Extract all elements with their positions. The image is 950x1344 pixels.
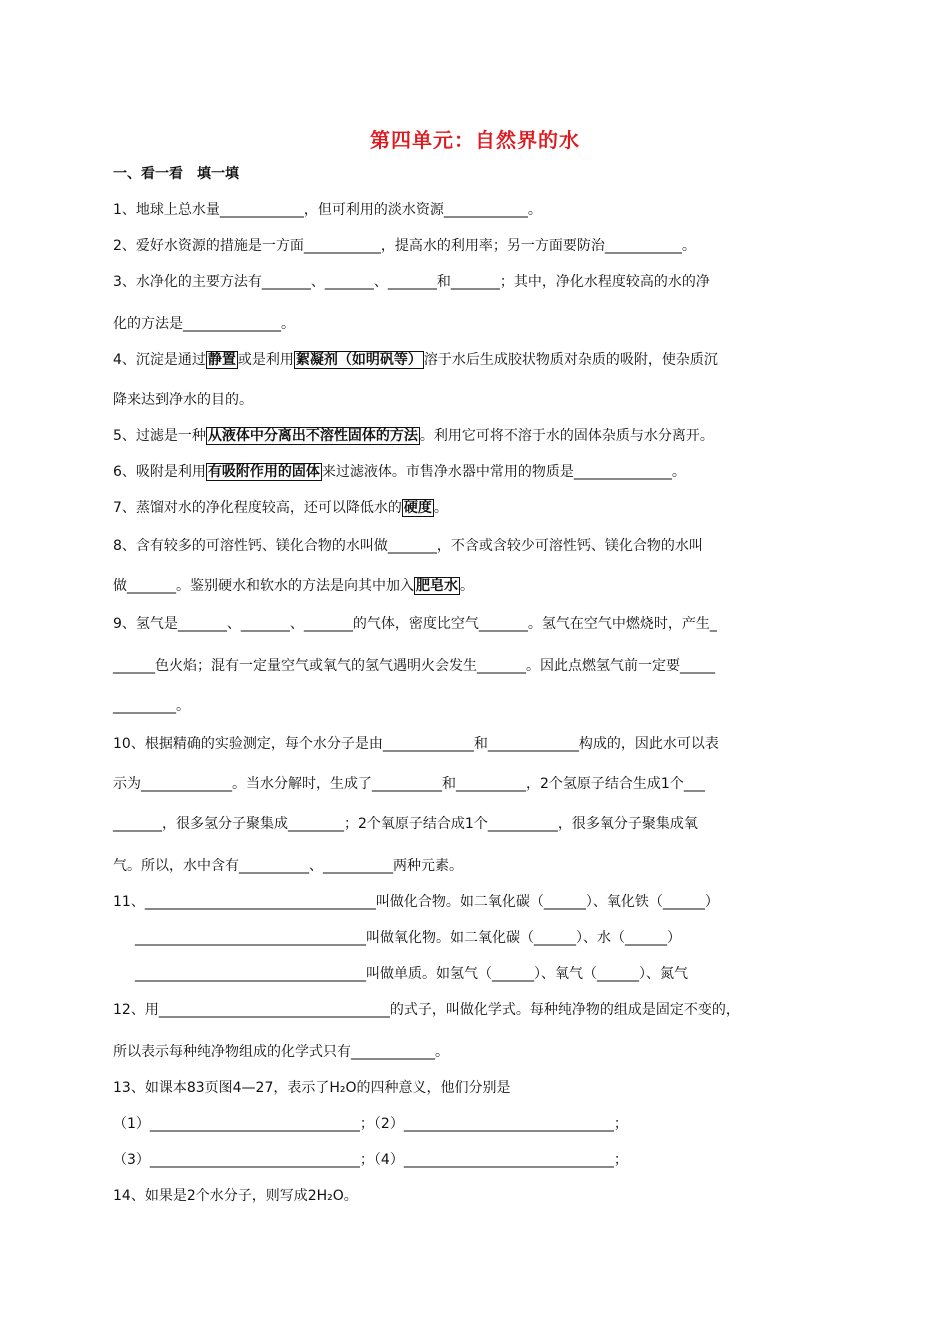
q8-text-post: 。 bbox=[460, 578, 474, 594]
q8-answer-box: 肥皂水 bbox=[416, 578, 458, 594]
question-4-line-2: 降来达到净水的目的。 bbox=[113, 392, 253, 408]
question-12-line-2: 所以表示每种纯净物组成的化学式只有____________。 bbox=[113, 1044, 449, 1060]
question-10-line-1: 10、根据精确的实验测定，每个水分子是由_____________和_____________构成的，因此水可以表 bbox=[113, 736, 719, 752]
question-11-line-2: _________________________________叫做氧化物。如二氧化碳（______）、水（______） bbox=[135, 930, 681, 946]
q7-answer-box: 硬度 bbox=[403, 500, 432, 516]
question-10-line-4: 气。所以，水中含有__________、__________两种元素。 bbox=[113, 858, 463, 874]
question-9-line-3: _________。 bbox=[113, 698, 190, 714]
question-13: 13、如课本83页图4—27，表示了H₂O的四种意义，他们分别是 bbox=[113, 1080, 511, 1096]
page-title: 第四单元：自然界的水 bbox=[370, 128, 580, 152]
q5-text-post: 。利用它可将不溶于水的固体杂质与水分离开。 bbox=[419, 428, 714, 444]
q8-text-pre: 做_______。鉴别硬水和软水的方法是向其中加入 bbox=[113, 578, 414, 594]
question-11-line-1: 11、_________________________________叫做化合物。如二氧化碳（______）、氧化铁（______） bbox=[113, 894, 719, 910]
q7-text-pre: 7、蒸馏对水的净化程度较高，还可以降低水的 bbox=[113, 500, 402, 516]
question-7 bbox=[113, 498, 448, 518]
question-14: 14、如果是2个水分子，则写成2H₂O。 bbox=[113, 1188, 358, 1204]
q4-text-pre: 4、沉淀是通过 bbox=[113, 352, 206, 368]
question-9-line-2: ______色火焰；混有一定量空气或氧气的氢气遇明火会发生_______。因此点燃氢气前一定要_____ bbox=[113, 658, 715, 674]
q4-text-post: 溶于水后生成胶状物质对杂质的吸附，使杂质沉 bbox=[423, 352, 718, 368]
question-8-line-1: 8、含有较多的可溶性钙、镁化合物的水叫做_______，不含或含较少可溶性钙、镁化合物的水叫 bbox=[113, 538, 703, 554]
q7-text-post: 。 bbox=[433, 500, 448, 516]
question-3-line-2: 化的方法是______________。 bbox=[113, 316, 295, 332]
q5-answer-box: 从液体中分离出不溶性固体的方法 bbox=[207, 428, 418, 444]
question-8-line-2 bbox=[113, 576, 474, 596]
question-10-line-3: _______，很多氢分子聚集成________；2个氧原子结合成1个__________，很多氧分子聚集成氧 bbox=[113, 816, 698, 832]
q4-answer-box-2: 絮凝剂（如明矾等） bbox=[295, 352, 422, 368]
q4-answer-box-1: 静置 bbox=[207, 352, 236, 368]
section-heading: 一、看一看 填一填 bbox=[113, 166, 239, 182]
question-5 bbox=[113, 426, 714, 446]
q6-text-post: 来过滤液体。市售净水器中常用的物质是______________。 bbox=[321, 464, 686, 480]
question-4-line-1 bbox=[113, 350, 718, 370]
q5-text-pre: 5、过滤是一种 bbox=[113, 428, 206, 444]
question-10-line-2: 示为_____________。当水分解时，生成了__________和__________，2个氢原子结合生成1个___ bbox=[113, 776, 705, 792]
question-2: 2、爱好水资源的措施是一方面___________，提高水的利用率；另一方面要防治___________。 bbox=[113, 238, 696, 254]
q6-text-pre: 6、吸附是利用 bbox=[113, 464, 206, 480]
question-11-line-3: _________________________________叫做单质。如氢气（______）、氧气（______）、氮气 bbox=[135, 966, 688, 982]
q6-answer-box: 有吸附作用的固体 bbox=[207, 464, 320, 480]
question-12-line-1: 12、用_________________________________的式子，叫做化学式。每种纯净物的组成是固定不变的， bbox=[113, 1002, 740, 1018]
question-6 bbox=[113, 462, 686, 482]
q4-text-mid: 或是利用 bbox=[237, 352, 294, 368]
question-13-blanks-1: （1）______________________________；（2）______________________________； bbox=[113, 1116, 628, 1132]
question-3-line-1: 3、水净化的主要方法有_______、_______、_______和_______；其中，净化水程度较高的水的净 bbox=[113, 274, 710, 290]
question-13-blanks-2: （3）______________________________；（4）______________________________； bbox=[113, 1152, 628, 1168]
question-9-line-1: 9、氢气是_______、_______、_______的气体，密度比空气_______。氢气在空气中燃烧时，产生_ bbox=[113, 616, 717, 632]
question-1: 1、地球上总水量____________，但可利用的淡水资源____________。 bbox=[113, 202, 542, 218]
